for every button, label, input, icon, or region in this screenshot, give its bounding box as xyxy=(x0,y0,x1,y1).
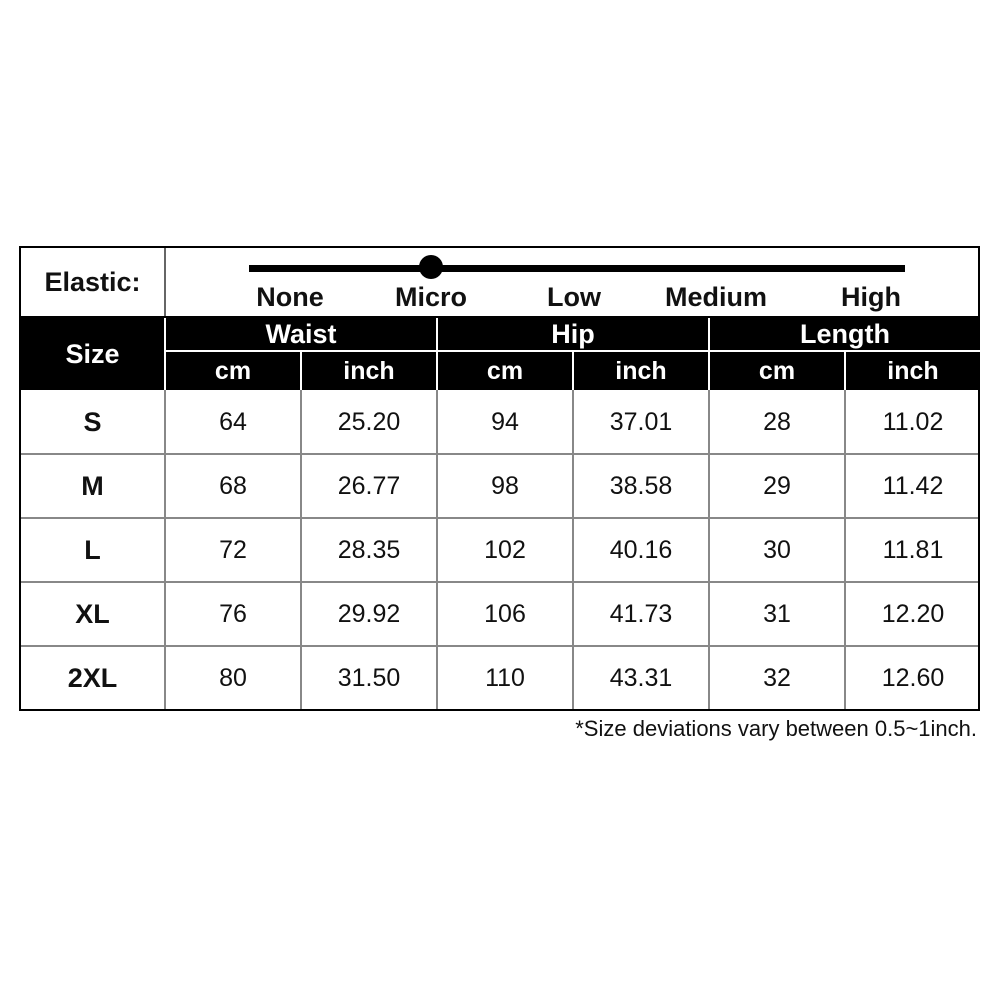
elastic-level-low: Low xyxy=(547,282,601,312)
header-divider xyxy=(708,318,710,390)
size-chart xyxy=(19,246,980,711)
column-divider xyxy=(436,390,438,709)
column-divider xyxy=(300,390,302,709)
elastic-level-none: None xyxy=(256,282,324,312)
unit-header-cm: cm xyxy=(486,356,524,385)
column-divider xyxy=(164,390,166,709)
value-cell: 32 xyxy=(763,663,791,692)
unit-header-cm: cm xyxy=(214,356,252,385)
group-header-hip: Hip xyxy=(438,318,708,352)
value-cell: 11.02 xyxy=(882,407,944,436)
group-header-length: Length xyxy=(710,318,980,352)
elastic-level-high: High xyxy=(841,282,901,312)
column-divider xyxy=(708,390,710,709)
table-header xyxy=(21,318,978,390)
value-cell: 29 xyxy=(763,471,791,500)
unit-header-inch: inch xyxy=(615,356,667,385)
value-cell: 28 xyxy=(763,407,791,436)
column-divider xyxy=(844,390,846,709)
header-divider xyxy=(572,352,574,390)
value-cell: 11.81 xyxy=(882,535,944,564)
size-deviation-note: *Size deviations vary between 0.5~1inch. xyxy=(575,716,977,741)
elastic-level-micro: Micro xyxy=(394,282,468,312)
size-cell: M xyxy=(81,470,104,501)
size-column-header: Size xyxy=(65,338,120,369)
value-cell: 12.60 xyxy=(881,663,945,692)
value-cell: 25.20 xyxy=(337,407,401,436)
value-cell: 94 xyxy=(491,407,519,436)
value-cell: 31 xyxy=(763,599,791,628)
value-cell: 43.31 xyxy=(609,663,673,692)
elastic-label: Elastic: xyxy=(21,248,166,316)
value-cell: 31.50 xyxy=(337,663,401,692)
value-cell: 72 xyxy=(219,535,247,564)
value-cell: 110 xyxy=(485,663,525,692)
value-cell: 26.77 xyxy=(337,471,401,500)
group-header-waist: Waist xyxy=(166,318,436,352)
value-cell: 40.16 xyxy=(609,535,673,564)
value-cell: 76 xyxy=(219,599,247,628)
unit-header-inch: inch xyxy=(343,356,395,385)
value-cell: 29.92 xyxy=(337,599,401,628)
elastic-marker-dot xyxy=(419,255,443,279)
size-cell: 2XL xyxy=(67,662,118,693)
value-cell: 41.73 xyxy=(609,599,673,628)
value-cell: 68 xyxy=(219,471,247,500)
value-cell: 11.42 xyxy=(882,471,944,500)
header-divider xyxy=(300,352,302,390)
value-cell: 38.58 xyxy=(609,471,673,500)
size-cell: XL xyxy=(75,598,110,629)
value-cell: 37.01 xyxy=(609,407,673,436)
size-cell: S xyxy=(83,406,102,437)
elastic-row xyxy=(21,248,978,318)
value-cell: 106 xyxy=(484,599,526,628)
value-cell: 102 xyxy=(484,535,526,564)
unit-header-cm: cm xyxy=(758,356,796,385)
value-cell: 30 xyxy=(763,535,791,564)
value-cell: 64 xyxy=(219,407,247,436)
size-cell: L xyxy=(84,534,101,565)
elastic-level-medium: Medium xyxy=(664,282,768,312)
value-cell: 98 xyxy=(491,471,519,500)
value-cell: 12.20 xyxy=(881,599,945,628)
header-divider xyxy=(844,352,846,390)
header-divider xyxy=(436,318,438,390)
value-cell: 28.35 xyxy=(337,535,401,564)
unit-header-inch: inch xyxy=(887,356,939,385)
value-cell: 80 xyxy=(219,663,247,692)
header-divider xyxy=(164,318,166,390)
column-divider xyxy=(572,390,574,709)
elastic-scale-track xyxy=(249,265,905,272)
